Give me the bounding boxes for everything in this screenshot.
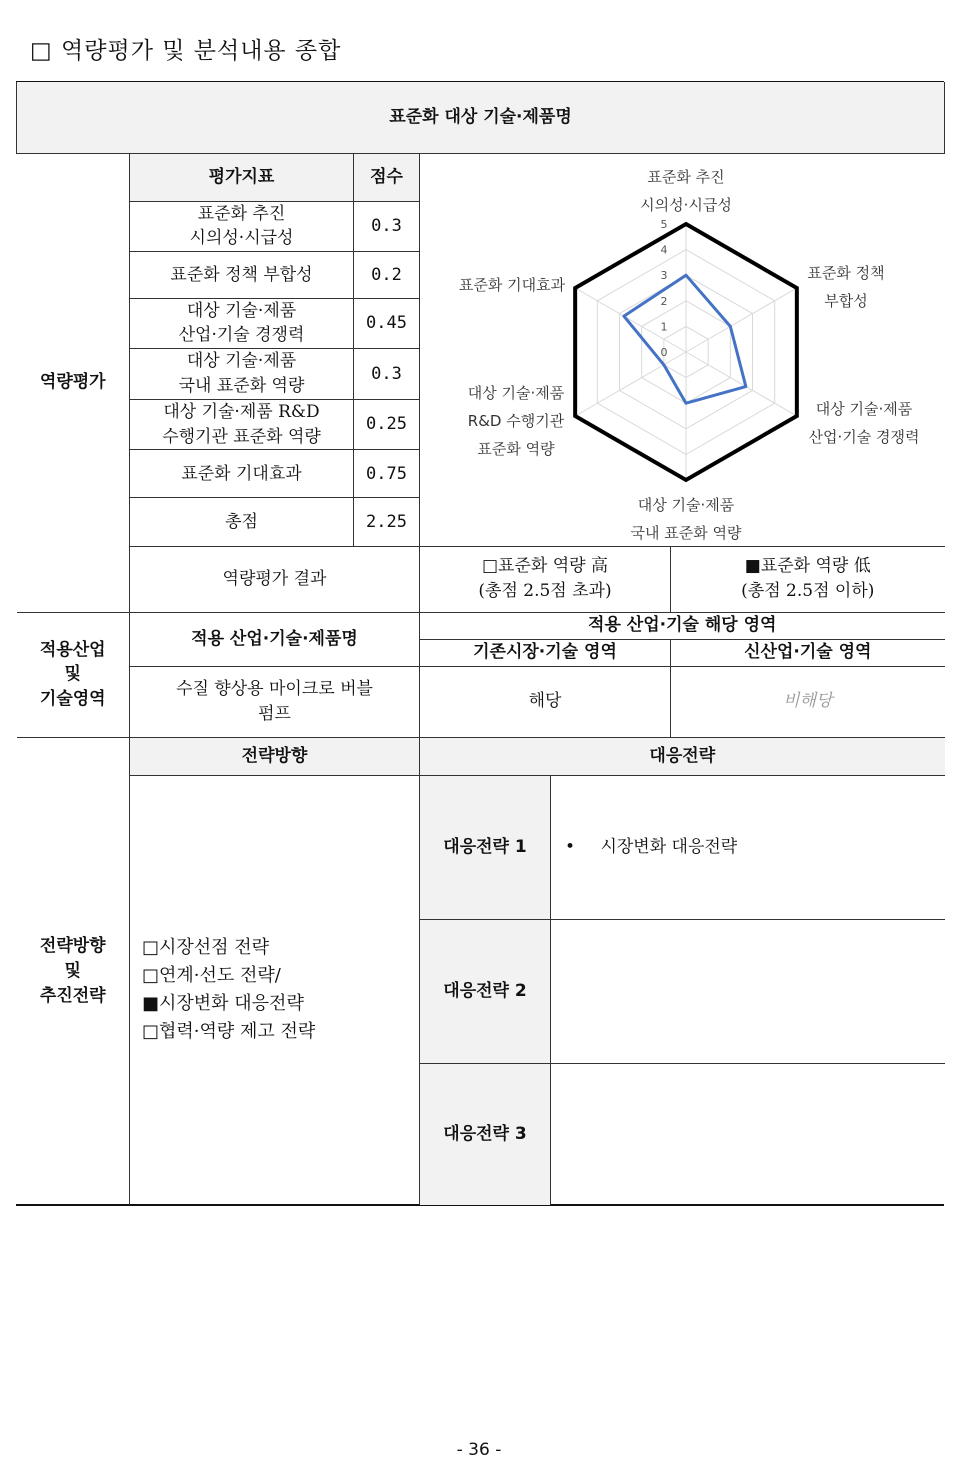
title-row: 표준화 대상 기술·제품명 bbox=[17, 82, 945, 153]
strategy-content bbox=[551, 919, 945, 1063]
area-header: 적용 산업·기술 해당 영역 bbox=[420, 612, 945, 639]
indicator-cell: 대상 기술·제품 R&D 수행기관 표준화 역량 bbox=[130, 400, 354, 450]
existing-area-header: 기존시장·기술 영역 bbox=[420, 639, 671, 666]
result-label: 역량평가 결과 bbox=[130, 546, 420, 612]
response-header: 대응전략 bbox=[420, 737, 945, 775]
option-item: ■시장변화 대응전략 bbox=[142, 993, 304, 1015]
indicator-cell: 대상 기술·제품 국내 표준화 역량 bbox=[130, 349, 354, 400]
direction-header: 전략방향 bbox=[130, 737, 420, 775]
radar-tick-label: 3 bbox=[660, 268, 668, 282]
result-low: ■표준화 역량 低 (총점 2.5점 이하) bbox=[671, 546, 945, 612]
indicator-cell: 대상 기술·제품 산업·기술 경쟁력 bbox=[130, 298, 354, 348]
score-cell: 0.3 bbox=[354, 201, 420, 251]
strategy-content bbox=[551, 1063, 945, 1205]
indicator-cell: 표준화 기대효과 bbox=[130, 450, 354, 498]
radar-spoke bbox=[686, 288, 797, 352]
product-name: 수질 향상용 마이크로 버블 펌프 bbox=[130, 666, 420, 737]
total-label: 총점 bbox=[130, 498, 354, 546]
strategy-section-label: 전략방향 및 추진전략 bbox=[17, 737, 130, 1205]
indicator-header: 평가지표 bbox=[130, 153, 354, 201]
strategy-content: • 시장변화 대응전략 bbox=[551, 775, 945, 919]
strategy-label: 대응전략 2 bbox=[420, 919, 551, 1063]
score-cell: 0.45 bbox=[354, 298, 420, 348]
new-area-header: 신산업·기술 영역 bbox=[671, 639, 945, 666]
strategy-label: 대응전략 1 bbox=[420, 775, 551, 919]
radar-axis-label: 대상 기술·제품 R&D 수행기관 표준화 역량 bbox=[467, 383, 565, 458]
indicator-cell: 표준화 추진 시의성·시급성 bbox=[130, 201, 354, 251]
radar-tick-label: 4 bbox=[660, 243, 668, 257]
radar-spoke bbox=[575, 288, 686, 352]
radar-series-line bbox=[624, 275, 746, 403]
radar-axis-label: 대상 기술·제품 산업·기술 경쟁력 bbox=[808, 399, 920, 446]
radar-tick-label: 1 bbox=[660, 319, 668, 333]
product-name-header: 적용 산업·기술·제품명 bbox=[130, 612, 420, 666]
radar-spoke bbox=[575, 352, 686, 416]
radar-axis-label: 대상 기술·제품 국내 표준화 역량 bbox=[630, 495, 742, 542]
score-header: 점수 bbox=[354, 153, 420, 201]
section-heading: □ 역량평가 및 분석내용 종합 bbox=[30, 38, 342, 64]
result-high: □표준화 역량 高 (총점 2.5점 초과) bbox=[420, 546, 671, 612]
radar-tick-label: 0 bbox=[660, 345, 668, 359]
industry-section-label: 적용산업 및 기술영역 bbox=[17, 612, 130, 737]
page-number: - 36 - bbox=[456, 1440, 502, 1460]
existing-area-value: 해당 bbox=[420, 666, 671, 737]
score-cell: 0.25 bbox=[354, 400, 420, 450]
radar-axis-label: 표준화 기대효과 bbox=[458, 275, 566, 294]
option-item: □연계·선도 전략/ bbox=[142, 965, 281, 987]
summary-table bbox=[16, 82, 944, 1205]
option-item: □시장선점 전략 bbox=[142, 937, 270, 959]
indicator-cell: 표준화 정책 부합성 bbox=[130, 251, 354, 298]
radar-chart-cell bbox=[420, 153, 945, 546]
score-cell: 0.3 bbox=[354, 349, 420, 400]
total-score: 2.25 bbox=[354, 498, 420, 546]
strategy-options bbox=[130, 775, 420, 1205]
radar-tick-label: 5 bbox=[660, 217, 668, 231]
score-cell: 0.2 bbox=[354, 251, 420, 298]
option-item: □협력·역량 제고 전략 bbox=[142, 1021, 316, 1043]
strategy-label: 대응전략 3 bbox=[420, 1063, 551, 1205]
bullet: • bbox=[565, 836, 576, 857]
radar-tick-label: 2 bbox=[660, 294, 668, 308]
eval-section-label: 역량평가 bbox=[17, 153, 130, 612]
radar-axis-label: 표준화 정책 부합성 bbox=[807, 263, 885, 310]
radar-axis-label: 표준화 추진 시의성·시급성 bbox=[640, 167, 732, 214]
radar-chart bbox=[420, 154, 944, 546]
radar-spoke bbox=[686, 352, 797, 416]
score-cell: 0.75 bbox=[354, 450, 420, 498]
new-area-value: 비해당 bbox=[671, 666, 945, 737]
